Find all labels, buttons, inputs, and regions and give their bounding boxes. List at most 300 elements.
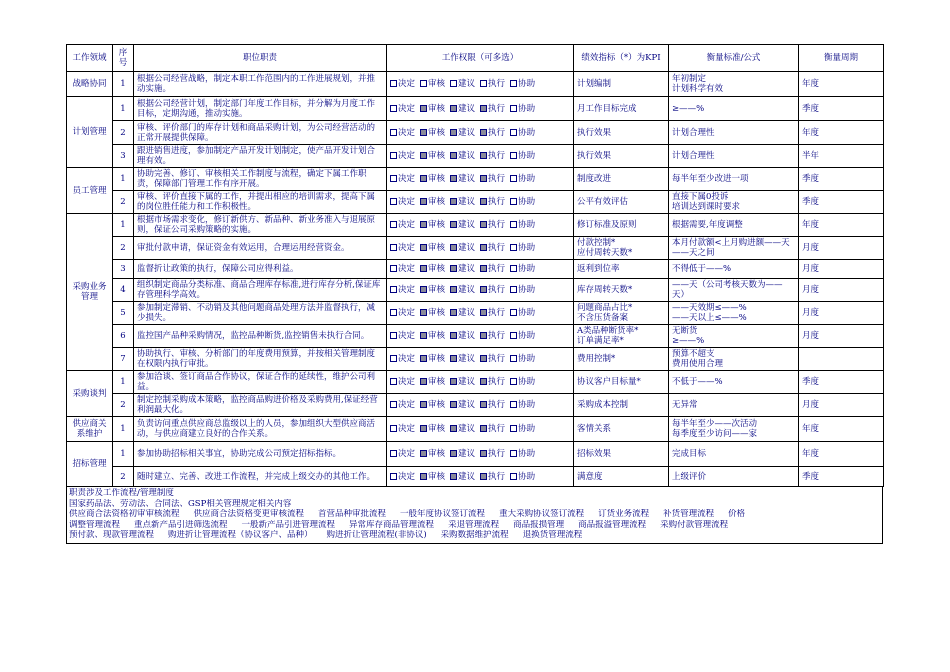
checkbox-icon[interactable] (420, 378, 427, 385)
permission-label: 审核 (428, 400, 446, 410)
permission-option-3[interactable] (450, 174, 475, 184)
kpi-text: 公平有效评估 (574, 191, 669, 214)
checkbox-icon[interactable] (420, 355, 427, 362)
footer-title: 职责涉及工作流程/管理制度 (69, 488, 174, 498)
permission-option-1[interactable] (390, 220, 415, 230)
checkbox-icon[interactable] (510, 309, 517, 316)
permission-label: 执行 (488, 151, 506, 161)
permission-label: 协助 (518, 449, 536, 459)
permission-label: 协助 (518, 377, 536, 387)
checkbox-icon[interactable] (420, 473, 427, 480)
permission-option-5[interactable] (510, 354, 535, 364)
process-name: 采退管理流程 (448, 519, 500, 530)
duty-text: 审核、评价直接下属的工作，并提出相应的培训需求，提高下属的岗位胜任能力和工作积极性。 (134, 191, 387, 214)
process-name: 商品报损管理 (513, 519, 565, 530)
kpi-text: 协议客户目标量* (574, 371, 669, 394)
permission-option-2[interactable] (420, 174, 445, 184)
process-name: 购进折让管理流程(非协议) (326, 530, 427, 541)
permission-option-1[interactable] (390, 472, 415, 482)
checkbox-icon[interactable] (450, 105, 457, 112)
permission-label: 决定 (398, 424, 416, 434)
checkbox-icon[interactable] (420, 175, 427, 182)
duty-text: 根据公司经营计划，制定部门年度工作目标，并分解为月度工作目标，定期沟通，推动实施。 (134, 97, 387, 121)
checkbox-icon[interactable] (420, 332, 427, 339)
permission-option-1[interactable] (390, 424, 415, 434)
permission-option-1[interactable] (390, 264, 415, 274)
permission-option-4[interactable] (480, 400, 505, 410)
permission-options (387, 467, 574, 487)
checkbox-icon[interactable] (450, 152, 457, 159)
checkbox-icon[interactable] (420, 152, 427, 159)
checkbox-icon[interactable] (390, 355, 397, 362)
permission-option-5[interactable] (510, 174, 535, 184)
permission-label: 审核 (428, 308, 446, 318)
permission-label: 协助 (518, 220, 536, 230)
permission-label: 执行 (488, 377, 506, 387)
permission-option-1[interactable] (390, 128, 415, 138)
permission-option-4[interactable] (480, 354, 505, 364)
checkbox-icon[interactable] (450, 401, 457, 408)
process-name: 调整管理流程 (69, 519, 121, 530)
checkbox-icon[interactable] (450, 286, 457, 293)
permission-option-4[interactable] (480, 449, 505, 459)
row-number: 5 (113, 302, 134, 325)
job-description-sheet (66, 44, 883, 544)
permission-option-1[interactable] (390, 197, 415, 207)
row-number: 1 (113, 97, 134, 121)
permission-label: 执行 (488, 220, 506, 230)
checkbox-icon[interactable] (510, 450, 517, 457)
permission-option-4[interactable] (480, 128, 505, 138)
checkbox-icon[interactable] (510, 198, 517, 205)
work-area-cell: 员工管理 (67, 168, 113, 214)
permission-option-5[interactable] (510, 104, 535, 114)
checkbox-icon[interactable] (390, 401, 397, 408)
checkbox-icon[interactable] (420, 244, 427, 251)
permission-options (387, 214, 574, 237)
permission-options (387, 168, 574, 191)
duty-text: 制定控制采购成本策略，监控商品购进价格及采购费用,保证经营利润最大化。 (134, 394, 387, 417)
checkbox-icon[interactable] (420, 309, 427, 316)
permission-label: 建议 (458, 151, 476, 161)
kpi-text: 客情关系 (574, 417, 669, 442)
checkbox-icon[interactable] (510, 286, 517, 293)
permission-option-1[interactable] (390, 79, 415, 89)
row-number: 2 (113, 121, 134, 145)
checkbox-icon[interactable] (390, 378, 397, 385)
permission-option-5[interactable] (510, 449, 535, 459)
row-number: 1 (113, 371, 134, 394)
permission-label: 协助 (518, 151, 536, 161)
permission-option-2[interactable] (420, 424, 445, 434)
permission-option-3[interactable] (450, 400, 475, 410)
process-name: 重点新产品引进筛选流程 (134, 519, 228, 530)
duty-text: 参加协助招标相关事宜，协助完成公司预定招标指标。 (134, 442, 387, 467)
checkbox-icon[interactable] (450, 355, 457, 362)
permission-option-1[interactable] (390, 104, 415, 114)
work-area-cell: 计划管理 (67, 97, 113, 168)
permission-label: 审核 (428, 79, 446, 89)
permission-option-3[interactable] (450, 104, 475, 114)
checkbox-icon[interactable] (480, 265, 487, 272)
permission-option-3[interactable] (450, 264, 475, 274)
process-name: 订货业务流程 (598, 509, 650, 520)
standard-text: 计划合理性 (669, 121, 799, 145)
permission-option-3[interactable] (450, 128, 475, 138)
permission-options (387, 279, 574, 302)
duty-text: 随时建立、完善、改进工作流程，并完成上级交办的其他工作。 (134, 467, 387, 487)
permission-option-3[interactable] (450, 331, 475, 341)
checkbox-icon[interactable] (450, 198, 457, 205)
permission-option-4[interactable] (480, 377, 505, 387)
permission-option-5[interactable] (510, 424, 535, 434)
permission-option-1[interactable] (390, 400, 415, 410)
checkbox-icon[interactable] (390, 152, 397, 159)
checkbox-icon[interactable] (480, 129, 487, 136)
permission-option-2[interactable] (420, 308, 445, 318)
checkbox-icon[interactable] (420, 198, 427, 205)
duty-text: 组织制定商品分类标准、商品合理库存标准,进行库存分析,保证库存管理科学高效。 (134, 279, 387, 302)
process-name: 供应商合法资格初审审核流程 (69, 509, 180, 520)
checkbox-icon[interactable] (510, 332, 517, 339)
table-row (67, 145, 884, 168)
permission-option-1[interactable] (390, 449, 415, 459)
permission-option-5[interactable] (510, 151, 535, 161)
duty-text: 根据市场需求变化，修订新供方、新品种、新业务准入与退展原则，保证公司采购策略的实施。 (134, 214, 387, 237)
checkbox-icon[interactable] (510, 80, 517, 87)
checkbox-icon[interactable] (450, 80, 457, 87)
responsibility-table (66, 44, 884, 487)
permission-option-2[interactable] (420, 79, 445, 89)
checkbox-icon[interactable] (390, 244, 397, 251)
permission-label: 决定 (398, 264, 416, 274)
permission-option-3[interactable] (450, 220, 475, 230)
header-duty: 职位职责 (134, 45, 387, 72)
permission-option-1[interactable] (390, 308, 415, 318)
permission-option-1[interactable] (390, 331, 415, 341)
permission-option-2[interactable] (420, 197, 445, 207)
permission-option-2[interactable] (420, 285, 445, 295)
checkbox-icon[interactable] (450, 221, 457, 228)
footer-flows-line-1 (69, 509, 880, 520)
permission-option-5[interactable] (510, 285, 535, 295)
permission-option-2[interactable] (420, 400, 445, 410)
checkbox-icon[interactable] (480, 355, 487, 362)
permission-option-5[interactable] (510, 308, 535, 318)
footer-flows-line-2 (69, 520, 880, 531)
permission-option-3[interactable] (450, 377, 475, 387)
permission-label: 建议 (458, 127, 476, 138)
checkbox-icon[interactable] (480, 221, 487, 228)
permission-option-3[interactable] (450, 472, 475, 482)
period-text (799, 348, 884, 371)
checkbox-icon[interactable] (450, 129, 457, 136)
checkbox-icon[interactable] (480, 309, 487, 316)
standard-text: 根据需要,年度调整 (669, 214, 799, 237)
permission-option-4[interactable] (480, 472, 505, 482)
permission-label: 决定 (398, 127, 416, 138)
permission-option-5[interactable] (510, 128, 535, 138)
kpi-text: 计划编制 (574, 72, 669, 97)
permission-option-1[interactable] (390, 243, 415, 253)
checkbox-icon[interactable] (390, 198, 397, 205)
header-period: 衡量周期 (799, 45, 884, 72)
work-area-cell: 供应商关系维护 (67, 417, 113, 442)
checkbox-icon[interactable] (450, 378, 457, 385)
permission-options (387, 394, 574, 417)
checkbox-icon[interactable] (390, 473, 397, 480)
permission-option-4[interactable] (480, 220, 505, 230)
checkbox-icon[interactable] (390, 129, 397, 136)
checkbox-icon[interactable] (510, 105, 517, 112)
checkbox-icon[interactable] (480, 332, 487, 339)
permission-label: 决定 (398, 377, 416, 387)
checkbox-icon[interactable] (450, 244, 457, 251)
permission-label: 决定 (398, 400, 416, 410)
permission-option-3[interactable] (450, 354, 475, 364)
permission-label: 审核 (428, 197, 446, 207)
permission-option-2[interactable] (420, 331, 445, 341)
period-text: 月度 (799, 279, 884, 302)
permission-option-1[interactable] (390, 377, 415, 387)
checkbox-icon[interactable] (420, 401, 427, 408)
checkbox-icon[interactable] (390, 80, 397, 87)
permission-option-5[interactable] (510, 197, 535, 207)
standard-text: 直接下属0投诉 培训达到课时要求 (669, 191, 799, 214)
permission-option-4[interactable] (480, 285, 505, 295)
permission-label: 执行 (488, 285, 506, 295)
permission-label: 决定 (398, 354, 416, 364)
kpi-text: 执行效果 (574, 145, 669, 168)
checkbox-icon[interactable] (450, 332, 457, 339)
duty-text: 监控国产品种采购情况，监控品种断货,监控销售未执行合同。 (134, 325, 387, 348)
permission-option-3[interactable] (450, 308, 475, 318)
permission-option-4[interactable] (480, 174, 505, 184)
row-number: 6 (113, 325, 134, 348)
checkbox-icon[interactable] (510, 378, 517, 385)
row-number: 1 (113, 417, 134, 442)
permission-option-5[interactable] (510, 243, 535, 253)
permission-option-3[interactable] (450, 243, 475, 253)
permission-option-5[interactable] (510, 377, 535, 387)
period-text: 季度 (799, 97, 884, 121)
permission-option-4[interactable] (480, 79, 505, 89)
row-number: 2 (113, 191, 134, 214)
checkbox-icon[interactable] (420, 80, 427, 87)
duty-text: 监督折让政策的执行，保障公司应得利益。 (134, 260, 387, 279)
permission-option-3[interactable] (450, 424, 475, 434)
checkbox-icon[interactable] (480, 175, 487, 182)
table-row (67, 191, 884, 214)
period-text: 季度 (799, 371, 884, 394)
standard-text: 预算不超支 费用使用合理 (669, 348, 799, 371)
checkbox-icon[interactable] (510, 265, 517, 272)
permission-label: 决定 (398, 174, 416, 184)
checkbox-icon[interactable] (450, 309, 457, 316)
permission-options (387, 371, 574, 394)
permission-option-3[interactable] (450, 151, 475, 161)
checkbox-icon[interactable] (420, 450, 427, 457)
standard-text: 不低于——% (669, 371, 799, 394)
table-row (67, 168, 884, 191)
row-number: 2 (113, 394, 134, 417)
kpi-text: 问题商品占比* 不含压货备案 (574, 302, 669, 325)
checkbox-icon[interactable] (420, 286, 427, 293)
permission-label: 审核 (428, 243, 446, 253)
permission-label: 协助 (518, 331, 536, 341)
permission-option-5[interactable] (510, 220, 535, 230)
permission-option-5[interactable] (510, 331, 535, 341)
checkbox-icon[interactable] (390, 450, 397, 457)
row-number: 2 (113, 237, 134, 260)
permission-option-4[interactable] (480, 243, 505, 253)
permission-option-1[interactable] (390, 174, 415, 184)
permission-option-5[interactable] (510, 400, 535, 410)
duty-text: 根据公司经营战略，制定本职工作范围内的工作进展规划，并推动实施。 (134, 72, 387, 97)
permission-option-1[interactable] (390, 354, 415, 364)
standard-text: 计划合理性 (669, 145, 799, 168)
checkbox-icon[interactable] (390, 265, 397, 272)
checkbox-icon[interactable] (510, 401, 517, 408)
checkbox-icon[interactable] (510, 129, 517, 136)
permission-option-2[interactable] (420, 243, 445, 253)
permission-label: 执行 (488, 197, 506, 207)
permission-option-4[interactable] (480, 424, 505, 434)
permission-option-2[interactable] (420, 354, 445, 364)
checkbox-icon[interactable] (450, 175, 457, 182)
checkbox-icon[interactable] (480, 286, 487, 293)
checkbox-icon[interactable] (480, 105, 487, 112)
checkbox-icon[interactable] (480, 378, 487, 385)
kpi-text: 满意度 (574, 467, 669, 487)
checkbox-icon[interactable] (390, 309, 397, 316)
checkbox-icon[interactable] (420, 129, 427, 136)
checkbox-icon[interactable] (480, 425, 487, 432)
standard-text: 每半年至少——次活动 每季度至少访问——家 (669, 417, 799, 442)
standard-text: 无异常 (669, 394, 799, 417)
permission-option-3[interactable] (450, 79, 475, 89)
checkbox-icon[interactable] (390, 286, 397, 293)
permission-option-2[interactable] (420, 128, 445, 138)
permission-options (387, 121, 574, 145)
standard-text: 无断货 ≥——% (669, 325, 799, 348)
checkbox-icon[interactable] (390, 425, 397, 432)
permission-label: 决定 (398, 285, 416, 295)
permission-option-2[interactable] (420, 264, 445, 274)
permission-option-4[interactable] (480, 104, 505, 114)
permission-label: 建议 (458, 243, 476, 253)
permission-label: 执行 (488, 103, 506, 114)
checkbox-icon[interactable] (420, 425, 427, 432)
checkbox-icon[interactable] (480, 80, 487, 87)
checkbox-icon[interactable] (420, 265, 427, 272)
permission-option-1[interactable] (390, 151, 415, 161)
permission-option-2[interactable] (420, 104, 445, 114)
checkbox-icon[interactable] (450, 265, 457, 272)
permission-option-2[interactable] (420, 220, 445, 230)
checkbox-icon[interactable] (480, 473, 487, 480)
permission-option-2[interactable] (420, 151, 445, 161)
checkbox-icon[interactable] (510, 244, 517, 251)
checkbox-icon[interactable] (450, 473, 457, 480)
permission-label: 建议 (458, 424, 476, 434)
checkbox-icon[interactable] (450, 450, 457, 457)
checkbox-icon[interactable] (420, 221, 427, 228)
permission-label: 决定 (398, 79, 416, 89)
permission-label: 执行 (488, 471, 506, 482)
permission-label: 协助 (518, 354, 536, 364)
checkbox-icon[interactable] (510, 355, 517, 362)
footer-flows-line-3 (69, 530, 880, 541)
checkbox-icon[interactable] (390, 105, 397, 112)
permission-label: 建议 (458, 174, 476, 184)
standard-text: ——天（公司考核天数为——天） (669, 279, 799, 302)
permission-option-5[interactable] (510, 79, 535, 89)
permission-label: 执行 (488, 127, 506, 138)
permission-option-4[interactable] (480, 151, 505, 161)
checkbox-icon[interactable] (480, 450, 487, 457)
permission-option-3[interactable] (450, 449, 475, 459)
checkbox-icon[interactable] (390, 221, 397, 228)
permission-option-2[interactable] (420, 377, 445, 387)
permission-option-4[interactable] (480, 331, 505, 341)
kpi-text: 费用控制* (574, 348, 669, 371)
period-text: 季度 (799, 467, 884, 487)
kpi-text: 制度改进 (574, 168, 669, 191)
permission-label: 协助 (518, 285, 536, 295)
permission-label: 决定 (398, 220, 416, 230)
permission-label: 审核 (428, 331, 446, 341)
permission-option-2[interactable] (420, 472, 445, 482)
permission-option-5[interactable] (510, 264, 535, 274)
permission-option-4[interactable] (480, 197, 505, 207)
permission-options (387, 145, 574, 168)
permission-option-1[interactable] (390, 285, 415, 295)
permission-option-3[interactable] (450, 285, 475, 295)
permission-option-4[interactable] (480, 308, 505, 318)
permission-option-3[interactable] (450, 197, 475, 207)
permission-label: 建议 (458, 285, 476, 295)
permission-option-4[interactable] (480, 264, 505, 274)
permission-label: 决定 (398, 243, 416, 253)
checkbox-icon[interactable] (510, 152, 517, 159)
checkbox-icon[interactable] (480, 198, 487, 205)
permission-option-5[interactable] (510, 472, 535, 482)
checkbox-icon[interactable] (390, 175, 397, 182)
standard-text: 本月付款额<上月购进额——天——天之间 (669, 237, 799, 260)
kpi-text: 付款控制* 应付周转天数* (574, 237, 669, 260)
checkbox-icon[interactable] (510, 473, 517, 480)
checkbox-icon[interactable] (420, 105, 427, 112)
kpi-text: 执行效果 (574, 121, 669, 145)
checkbox-icon[interactable] (480, 401, 487, 408)
permission-label: 执行 (488, 308, 506, 318)
period-text: 半年 (799, 145, 884, 168)
permission-option-2[interactable] (420, 449, 445, 459)
checkbox-icon[interactable] (450, 425, 457, 432)
checkbox-icon[interactable] (510, 175, 517, 182)
permission-options (387, 302, 574, 325)
checkbox-icon[interactable] (480, 152, 487, 159)
checkbox-icon[interactable] (510, 221, 517, 228)
permission-label: 建议 (458, 197, 476, 207)
header-standard: 衡量标准/公式 (669, 45, 799, 72)
permission-label: 执行 (488, 354, 506, 364)
checkbox-icon[interactable] (390, 332, 397, 339)
kpi-text: A类品种断货率* 订单满足率* (574, 325, 669, 348)
checkbox-icon[interactable] (510, 425, 517, 432)
checkbox-icon[interactable] (480, 244, 487, 251)
